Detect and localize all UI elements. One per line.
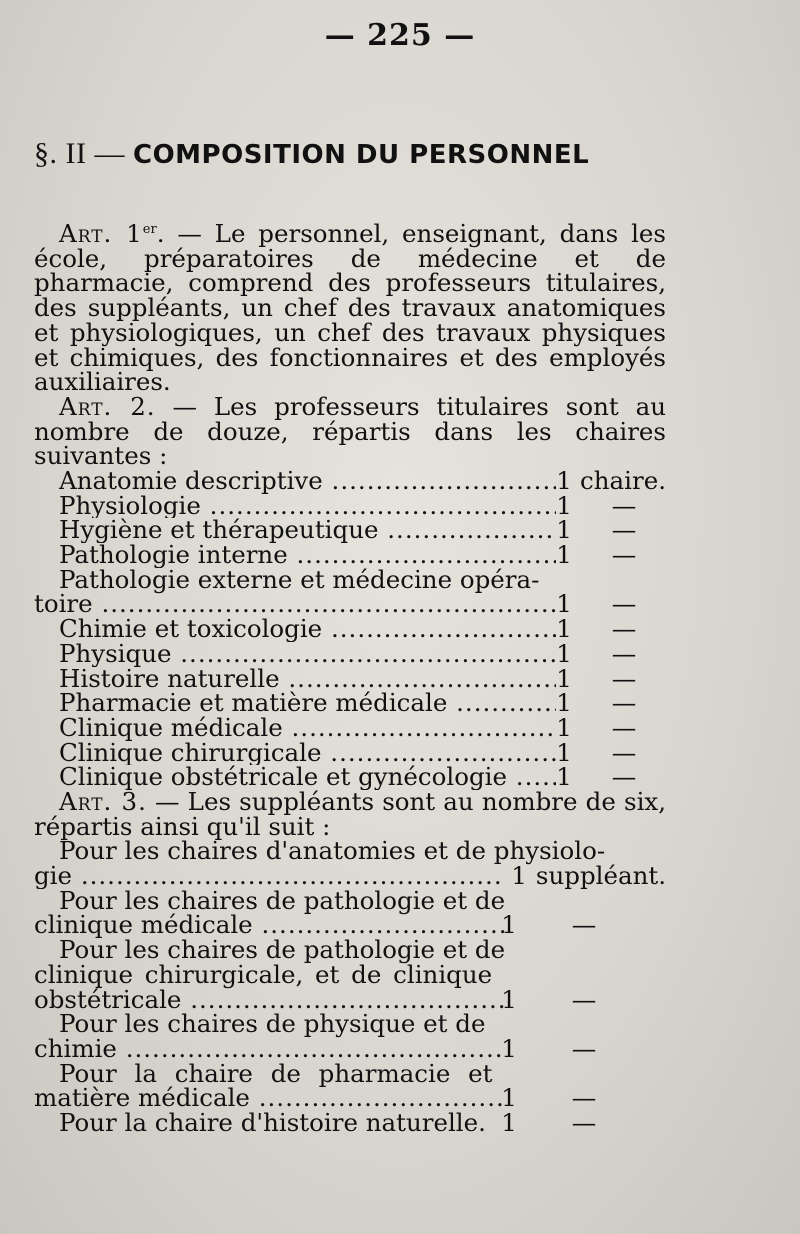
substitute-label: clinique médicale .....	[34, 913, 506, 938]
chair-label: Clinique obstétricale et gynécologie .....	[59, 765, 556, 790]
chair-qty: 1	[556, 663, 572, 693]
chair-unit: —	[611, 737, 637, 767]
chair-unit: —	[611, 663, 637, 693]
substitute-unit: —	[571, 1108, 597, 1138]
substitute-qty: 1	[511, 861, 527, 891]
substitute-qty: 1	[501, 1108, 517, 1138]
chair-unit: chaire.	[580, 466, 666, 496]
substitute-unit: —	[571, 1033, 597, 1063]
chair-label: Histoire naturelle .....	[59, 667, 556, 692]
chair-qty: 1	[556, 490, 572, 520]
article-3-label: Art. 3.	[59, 786, 147, 816]
chair-unit: —	[611, 540, 637, 570]
chair-qty: 1	[556, 762, 572, 792]
substitute-label-line: Pour les chaires de pathologie et de	[59, 935, 506, 965]
chair-unit: —	[611, 762, 637, 792]
list-item	[34, 762, 666, 792]
list-item	[34, 861, 666, 891]
article-1-label: Art. 1	[59, 219, 143, 248]
chairs-list	[34, 466, 666, 792]
list-item	[34, 910, 666, 940]
substitute-qty: 1	[501, 1083, 517, 1113]
chair-qty: 1	[556, 737, 572, 767]
section-prefix: §. II —	[34, 137, 133, 170]
substitute-qty: 1	[501, 984, 517, 1014]
list-item	[34, 712, 666, 742]
substitute-label: gie .....	[34, 864, 501, 889]
article-2-text: — Les professeurs titulaires sont au nombre de douze, répartis dans les chaires suivantes :	[34, 391, 666, 471]
article-3-text: — Les suppléants sont au nombre de six, répartis ainsi qu'il suit :	[34, 786, 667, 841]
substitute-label-line: Pour les chaires de pathologie et de	[59, 885, 506, 915]
chair-label: Pathologie interne .....	[59, 543, 556, 568]
substitute-label-line: Pour la chaire de pharmacie et	[59, 1058, 493, 1088]
substitute-label: obstétricale .....	[34, 988, 506, 1013]
substitute-qty: 1	[501, 1033, 517, 1063]
substitute-label: Pour la chaire d'histoire naturelle.	[59, 1108, 486, 1138]
substitute-unit: —	[571, 984, 597, 1014]
section-heading	[34, 136, 774, 171]
page-number: — 225 —	[324, 18, 476, 53]
chair-qty: 1	[556, 540, 572, 570]
chair-unit: —	[611, 515, 637, 545]
substitute-qty: 1	[501, 910, 517, 940]
chair-label: Physiologie .....	[59, 494, 556, 519]
list-item	[34, 1108, 666, 1138]
substitute-label: chimie .....	[34, 1037, 506, 1062]
list-item	[34, 1033, 666, 1063]
list-item	[34, 638, 666, 668]
article-1-text: . — Le personnel, enseignant, dans les école, préparatoires de médecine et de pharmacie, comprend des professeurs titulaires, des suppléants, un chef des travaux anatomiques et physiologiques, un chef des travaux physiques et chimiques, des fonctionnaires et des employés auxiliaires.	[34, 219, 666, 397]
substitute-label: matière médicale .....	[34, 1086, 506, 1111]
list-item	[34, 984, 666, 1014]
chair-unit: —	[611, 638, 637, 668]
chair-label: Clinique médicale .....	[59, 716, 556, 741]
chair-qty: 1	[556, 712, 572, 742]
chair-qty: 1	[556, 614, 572, 644]
chair-label: Clinique chirurgicale .....	[59, 741, 556, 766]
chair-qty: 1	[556, 466, 572, 496]
chair-qty: 1	[556, 589, 572, 619]
chair-label-line: Pathologie externe et médecine opéra-	[59, 564, 540, 594]
substitute-unit: —	[571, 910, 597, 940]
substitute-label-line: clinique chirurgicale, et de clinique	[34, 959, 493, 989]
substitute-unit: suppléant.	[535, 861, 666, 891]
chair-unit: —	[611, 589, 637, 619]
chair-unit: —	[611, 490, 637, 520]
substitute-label-line: Pour les chaires d'anatomies et de physiolo-	[59, 836, 606, 866]
article-1-sup: er	[142, 221, 157, 237]
article-2	[34, 391, 666, 471]
body-text	[34, 219, 667, 1138]
chair-qty: 1	[556, 515, 572, 545]
chair-qty: 1	[556, 688, 572, 718]
article-1	[34, 219, 666, 397]
chair-unit: —	[611, 712, 637, 742]
chair-unit: —	[611, 688, 637, 718]
chair-label: Hygiène et thérapeutique .....	[59, 518, 556, 543]
chair-qty: 1	[556, 638, 572, 668]
chair-label: Anatomie descriptive .....	[59, 469, 556, 494]
list-item	[34, 540, 666, 570]
chair-label: toire .....	[34, 592, 556, 617]
chair-label: Pharmacie et matière médicale .....	[59, 691, 556, 716]
article-3	[34, 786, 667, 841]
article-2-label: Art. 2.	[59, 391, 156, 421]
substitute-unit: —	[571, 1083, 597, 1113]
chair-unit: —	[611, 614, 637, 644]
chair-label: Chimie et toxicologie .....	[59, 617, 556, 642]
chair-label: Physique .....	[59, 642, 556, 667]
section-title: COMPOSITION DU PERSONNEL	[132, 140, 590, 170]
substitute-label-line: Pour les chaires de physique et de	[59, 1009, 486, 1039]
substitutes-list	[34, 836, 666, 1138]
